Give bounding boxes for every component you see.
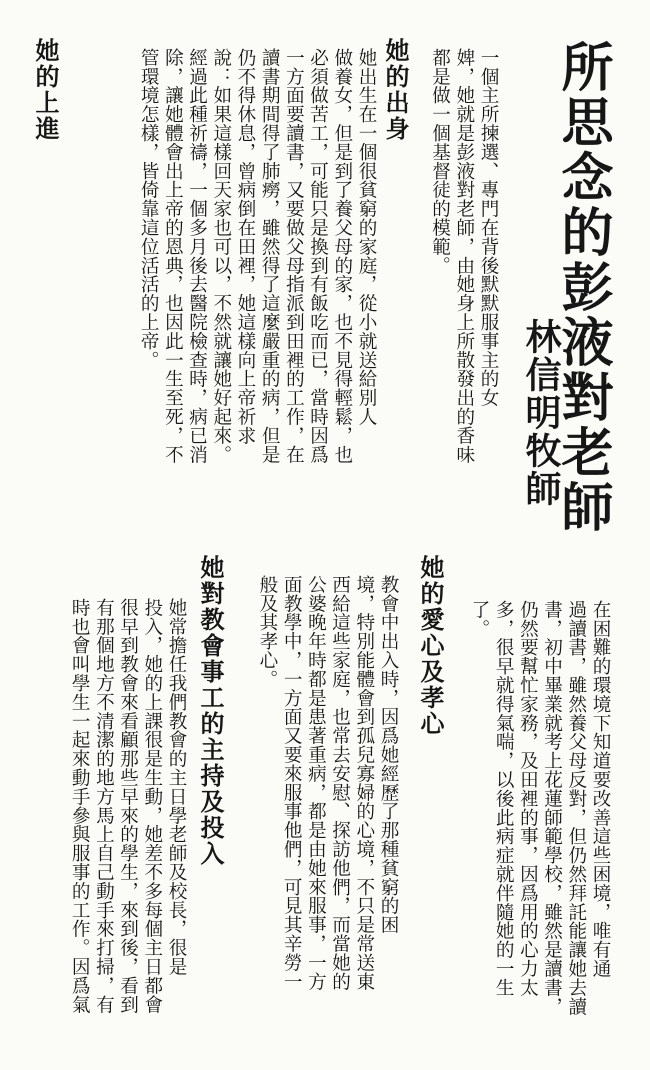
text-column: 在困難的環境下知道要改善這些困境，唯有通 xyxy=(590,600,611,978)
section-heading-church: 她對教會事工的主持及投入 xyxy=(196,555,224,867)
author-name: 林信明牧師 xyxy=(520,318,561,508)
text-column: 了。 xyxy=(468,600,490,638)
text-column: 讀書期間得了肺癆，雖然得了這麼嚴重的病，但是 xyxy=(259,48,281,464)
text-column: 管環境怎樣，皆倚靠這位活活的上帝。 xyxy=(138,48,160,370)
text-column: 多，很早就得氣喘，以後此病症就伴隨她的一生 xyxy=(493,600,515,997)
text-column: 她出生在一個很貧窮的家庭，從小就送給別人 xyxy=(356,48,377,426)
text-column: 說：如果這樣回天家也可以，不然就讓她好起來。 xyxy=(210,48,232,464)
text-column: 境，特別能體會到孤兒寡婦的心境，不只是常送東 xyxy=(353,575,375,991)
love-paragraph xyxy=(255,575,400,991)
text-column: 經過此種祈禱，一個多月後去醫院檢查時，病已消 xyxy=(186,48,208,464)
text-column: 過讀書，雖然養父母反對，但仍然拜託能讓她去讀 xyxy=(565,600,587,1016)
text-column: 做養女，但是到了養父母的家，也不見得輕鬆，也 xyxy=(331,48,353,464)
text-column: 面教學中，一方面又要來服事他們，可見其辛勞一 xyxy=(281,575,303,991)
intro-paragraph xyxy=(427,48,500,464)
text-column: 公婆晚年時都是患著重病，都是由她來服事，一方 xyxy=(305,575,327,991)
section-heading-progress: 她的上進 xyxy=(31,38,59,142)
text-column: 一方面要讀書，又要做父母指派到田裡的工作，在 xyxy=(283,48,305,464)
text-column: 一個主所揀選、專門在背後默默服事主的女 xyxy=(478,48,499,408)
text-column: 她常擔任我們教會的主日學老師及校長，很是 xyxy=(166,598,187,976)
text-column: 教會中出入時，因爲她經歷了那種貧窮的困 xyxy=(378,575,399,935)
text-column: 西給這些家庭，也常去安慰、探訪他們，而當她的 xyxy=(329,575,351,991)
text-column: 婢，她就是彭液對老師，由她身上所散發出的香味 xyxy=(453,48,475,464)
progress-paragraph xyxy=(467,600,612,1016)
text-column: 時也會叫學生一起來動手參與服事的工作。因爲氣 xyxy=(69,598,91,1014)
text-column: 除，讓她體會出上帝的恩典，也因此一生至死，不 xyxy=(162,48,184,464)
text-column: 仍然要幫忙家務，及田裡的事，因爲用的心力太 xyxy=(517,600,539,997)
church-paragraph xyxy=(67,598,188,1014)
section-heading-love: 她的愛心及孝心 xyxy=(416,555,444,737)
text-column: 必須做苦工，可能只是換到有飯吃而已，當時因爲 xyxy=(307,48,329,464)
text-column: 仍不得休息，曾病倒在田裡，她這樣向上帝祈求 xyxy=(234,48,256,445)
text-column: 書，初中畢業就考上花蓮師範學校，雖然是讀書， xyxy=(541,600,563,1016)
section-heading-origin: 她的出身 xyxy=(381,38,409,142)
origin-paragraph xyxy=(136,48,378,464)
article-title: 所思念的彭液對老師 xyxy=(552,40,612,535)
text-column: 有那個地方不清潔的地方馬上自己動手來打掃，有 xyxy=(93,598,115,1014)
text-column: 都是做一個基督徒的模範。 xyxy=(429,48,451,275)
text-column: 很早到教會來看顧那些早來的學生，來到後，看到 xyxy=(117,598,139,1014)
text-column: 投入，她的上課很是生動，她差不多每個主日都會 xyxy=(141,598,163,1014)
text-column: 般及其孝心。 xyxy=(256,575,278,689)
